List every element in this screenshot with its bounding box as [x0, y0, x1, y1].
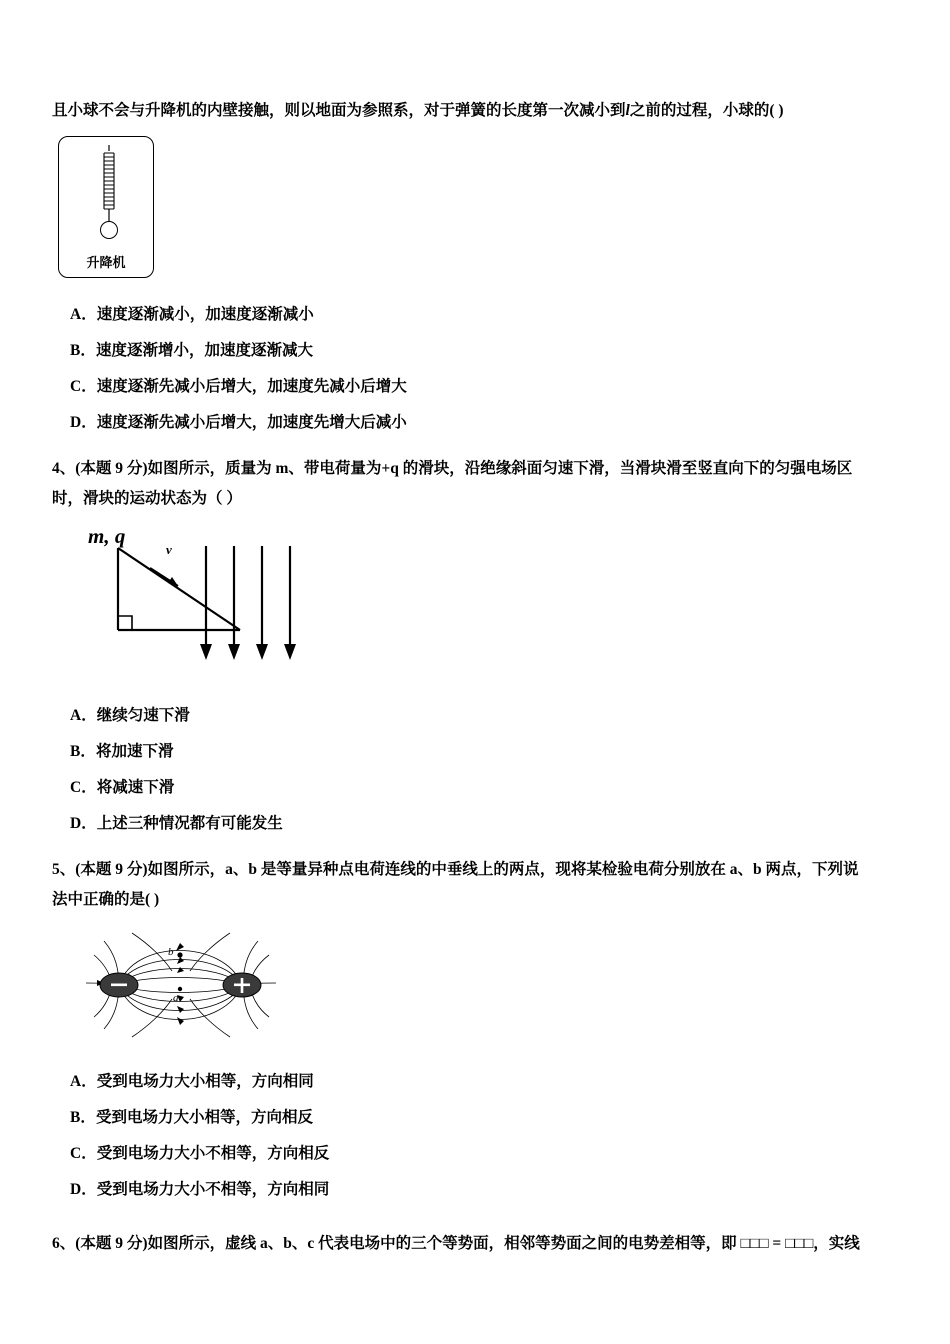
q3-stem-italic-l: l: [625, 102, 630, 119]
q5-option-c-text: 受到电场力大小不相等，方向相反: [96, 1145, 330, 1162]
q5-option-d-text: 受到电场力大小不相等，方向相同: [96, 1181, 330, 1198]
q4-option-b-label: B．: [70, 743, 96, 760]
q5-option-c-label: C．: [70, 1145, 97, 1162]
q5-option-b-label: B．: [70, 1109, 96, 1126]
q3-option-a-text: 速度逐渐减小，加速度逐渐减小: [96, 306, 314, 323]
q3-option-b-label: B．: [70, 342, 96, 359]
q4-option-b-text: 将加速下滑: [96, 743, 174, 760]
incline-diagram: [88, 524, 358, 679]
question-4-stem-line1: 4、(本题 9 分)如图所示，质量为 m、带电荷量为+q 的滑块，沿绝缘斜面匀速下滑，当滑块滑至竖直向下的匀强电场区: [52, 460, 853, 477]
q4-option-c: [52, 777, 902, 799]
q4-option-a-label: A．: [70, 707, 97, 724]
q4-option-d-label: D．: [70, 815, 97, 832]
q5-option-c: [52, 1143, 902, 1165]
q3-stem-before: 且小球不会与升降机的内壁接触，则以地面为参照系，对于弹簧的长度第一次减小到: [52, 102, 626, 119]
q4-option-c-text: 将减速下滑: [96, 779, 175, 796]
svg-text:a: a: [173, 992, 179, 1004]
q3-option-c-label: C．: [70, 378, 97, 395]
question-5-stem-line2: 法中正确的是( ): [52, 891, 160, 908]
q5-option-a: [52, 1071, 902, 1093]
q3-option-a: [52, 304, 902, 326]
q3-option-a-label: A．: [70, 306, 97, 323]
question-4-stem-line2: 时，滑块的运动状态为（ ）: [52, 490, 242, 507]
q3-option-b: [52, 340, 902, 362]
q4-option-d-text: 上述三种情况都有可能发生: [96, 815, 283, 832]
q3-option-b-text: 速度逐渐增小，加速度逐渐减大: [96, 342, 314, 359]
elevator-caption: 升降机: [86, 255, 126, 270]
q5-option-b: [52, 1107, 902, 1129]
ball-icon: [100, 221, 118, 239]
q4-option-a: [52, 705, 902, 727]
q4-option-d: [52, 813, 902, 835]
svg-text:b: b: [168, 946, 174, 958]
q4-option-c-label: C．: [70, 779, 97, 796]
question-5-stem-line1: 5、(本题 9 分)如图所示，a、b 是等量异种点电荷连线的中垂线上的两点，现将某检验电荷分别放在 a、b 两点，下列说: [52, 861, 859, 878]
incline-svg: [88, 524, 358, 679]
q3-option-c-text: 速度逐渐先减小后增大，加速度先减小后增大: [96, 378, 407, 395]
q4-option-a-text: 继续匀速下滑: [96, 707, 190, 724]
q5-option-b-text: 受到电场力大小相等，方向相反: [96, 1109, 314, 1126]
q5-option-a-label: A．: [70, 1073, 97, 1090]
dipole-svg: [64, 925, 314, 1045]
figure-dipole-field-lines: [52, 925, 902, 1045]
q5-option-d-label: D．: [70, 1181, 97, 1198]
q5-option-d: [52, 1179, 902, 1201]
q5-option-a-text: 受到电场力大小相等，方向相同: [96, 1073, 314, 1090]
figure-incline-uniform-field: [52, 524, 902, 679]
figure-elevator-spring-ball: [52, 136, 902, 278]
q3-option-d-label: D．: [70, 414, 97, 431]
incline-velocity-label: v: [166, 542, 172, 557]
q4-option-b: [52, 741, 902, 763]
incline-mass-charge-label: m, q: [88, 524, 126, 548]
elevator-box: [58, 136, 154, 278]
question-6-stem-line1: 6、(本题 9 分)如图所示，虚线 a、b、c 代表电场中的三个等势面，相邻等势面之间的电势差相等，即 □□□ = □□□，实线: [52, 1235, 860, 1252]
dipole-diagram: [64, 925, 314, 1045]
q3-option-d: [52, 412, 902, 434]
page-content: [52, 96, 902, 1259]
q3-option-c: [52, 376, 902, 398]
q3-option-d-text: 速度逐渐先减小后增大，加速度先增大后减小: [96, 414, 407, 431]
q3-stem-after: 之前的过程，小球的( ): [629, 102, 784, 119]
question-3-stem: [52, 96, 902, 126]
spring-icon: [103, 145, 113, 221]
